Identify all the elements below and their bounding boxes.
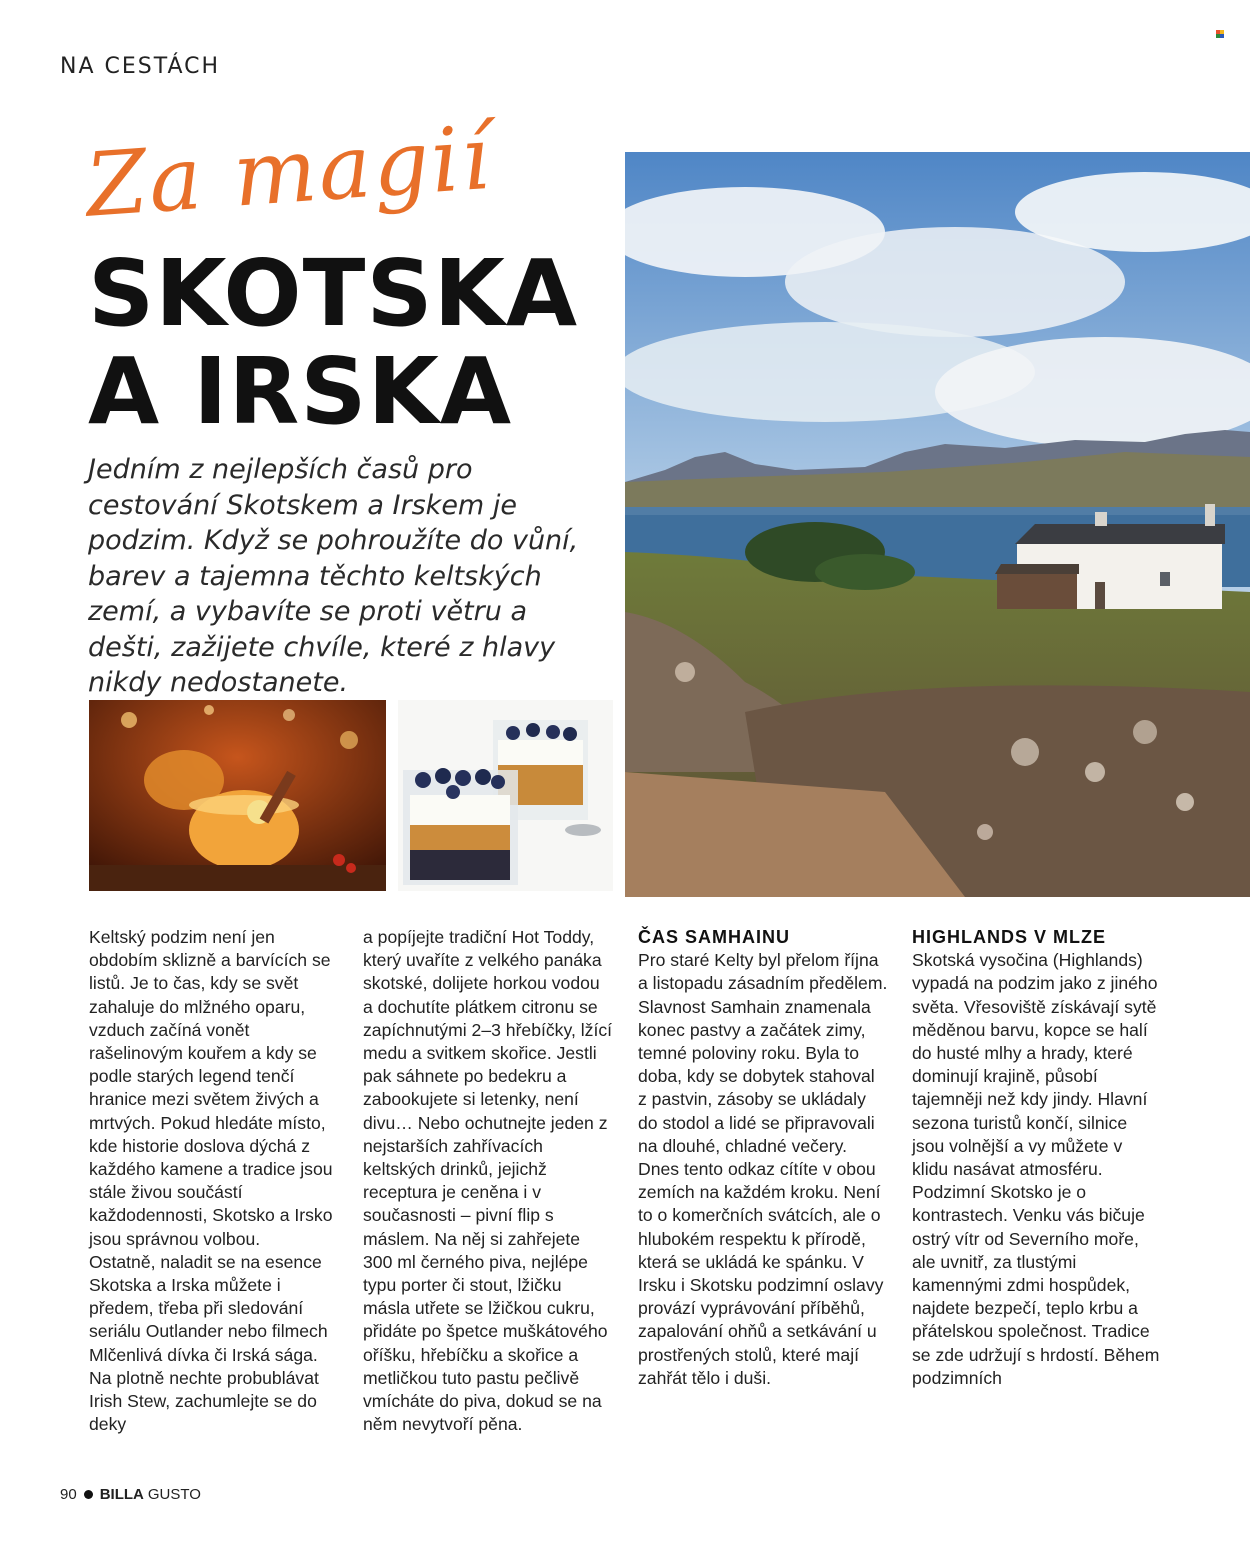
article-column-4 bbox=[912, 926, 1162, 1390]
paragraph: Skotská vysočina (Highlands) vypadá na podzim jako z jiného světa. Vřesoviště získávají sytě měděnou barvu, kopce se halí do husté mlhy a hrady, které dominují krajině, působí tajemněji než kdy jindy. Hlavní sezona turistů končí, silnice jsou volnější a vy můžete v klidu nasávat atmosféru. Podzimní Skotsko je o kontrastech. Venku vás bičuje ostrý vítr od Severního moře, ale uvnitř, za tlustými kamennými zdmi hospůdek, najdete bezpečí, teplo krbu a přátelskou společnost. Tradice se zde udržují s hrdostí. Během podzimních bbox=[912, 950, 1160, 1388]
article-column-2 bbox=[363, 926, 613, 1436]
section-label: NA CESTÁCH bbox=[60, 54, 221, 79]
page-number: 90 bbox=[60, 1486, 77, 1503]
paragraph: Keltský podzim není jen obdobím sklizně a barvících se listů. Je to čas, kdy se svět zahaluje do mlžného oparu, vzduch začíná vonět rašelinovým kouřem a kdy se podle starých legend tenčí hranice mezi světem živých a mrtvých. Pokud hledáte místo, kde historie doslova dýchá z každého kamene a tradice jsou stále živou součástí každodennosti, Skotsko a Irsko jsou správnou volbou. bbox=[89, 927, 333, 1249]
bullet-icon bbox=[84, 1490, 93, 1499]
headline-line-2: A IRSKA bbox=[88, 338, 513, 445]
hot-toddy-photo bbox=[89, 700, 386, 891]
headline bbox=[88, 240, 579, 445]
headline-line-1: SKOTSKA bbox=[88, 240, 579, 347]
paragraph: Dnes tento odkaz cítíte v obou zemích na každém kroku. Není to o komerčních svátcích, ale o hlubokém respektu k přírodě, která se ukládá ke spánku. V Irsku i Skotsku podzimní oslavy provází vyprávování příběhů, zapalování ohňů a setkávání u prostřených stolů, které mají zahřát tělo i duši. bbox=[638, 1159, 884, 1388]
lead-paragraph: Jedním z nejlepších časů pro cestování Skotskem a Irskem je podzim. Když se pohroužíte do vůní, barev a tajemna těchto keltských zemí, a vybavíte se proti větru a dešti, zažijete chvíle, které z hlavy nikdy nedostanete. bbox=[88, 454, 579, 698]
article-column-3 bbox=[638, 926, 888, 1390]
paragraph: Ostatně, naladit se na esence Skotska a Irska můžete i předem, třeba při sledování seriálu Outlander nebo filmech Mlčenlivá dívka či Irská sága. Na plotně nechte probublávat Irish Stew, zachumlejte se do deky bbox=[89, 1251, 328, 1435]
brand-name: BILLA bbox=[99, 1486, 144, 1503]
article-column-1 bbox=[89, 926, 339, 1436]
section-heading-highlands: HIGHLANDS V MLZE bbox=[912, 927, 1106, 947]
page-footer bbox=[60, 1486, 201, 1503]
color-mark-icon bbox=[1216, 30, 1224, 38]
blueberry-dessert-photo bbox=[398, 700, 613, 891]
paragraph: a popíjejte tradiční Hot Toddy, který uvaříte z velkého panáka skotské, dolijete horkou vodou a dochutíte plátkem citronu se zapíchnutými 2–3 hřebíčky, lžící medu a svitkem skořice. Jestli pak sáhnete po bedekru a zabookujete si letenky, není divu… Nebo ochutnejte jeden z nejstarších zahřívacích keltských drinků, jejichž receptura je ceněna i v současnosti – pivní flip s máslem. Na něj si zahřejete 300 ml černého piva, nejlépe typu porter či stout, lžičku másla utřete se lžičkou cukru, přidáte po špetce muškátového oříšku, hřebíčku a skořice a metličkou tuto pastu pečlivě vmícháte do piva, dokud se na něm nevytvoří pěna. bbox=[363, 927, 613, 1435]
paragraph: Pro staré Kelty byl přelom října a listopadu zásadním předělem. Slavnost Samhain znamenala konec pastvy a začátek zimy, temné poloviny roku. Byla to doba, kdy se dobytek stahoval z pastvin, zásoby se ukládaly do stodol a lidé se připravovali na dlouhé, chladné večery. bbox=[638, 950, 888, 1156]
magazine-name: GUSTO bbox=[147, 1486, 201, 1503]
highlands-photo bbox=[625, 152, 1250, 897]
script-title: Za magií bbox=[82, 105, 495, 237]
section-heading-samhain: ČAS SAMHAINU bbox=[638, 927, 791, 947]
